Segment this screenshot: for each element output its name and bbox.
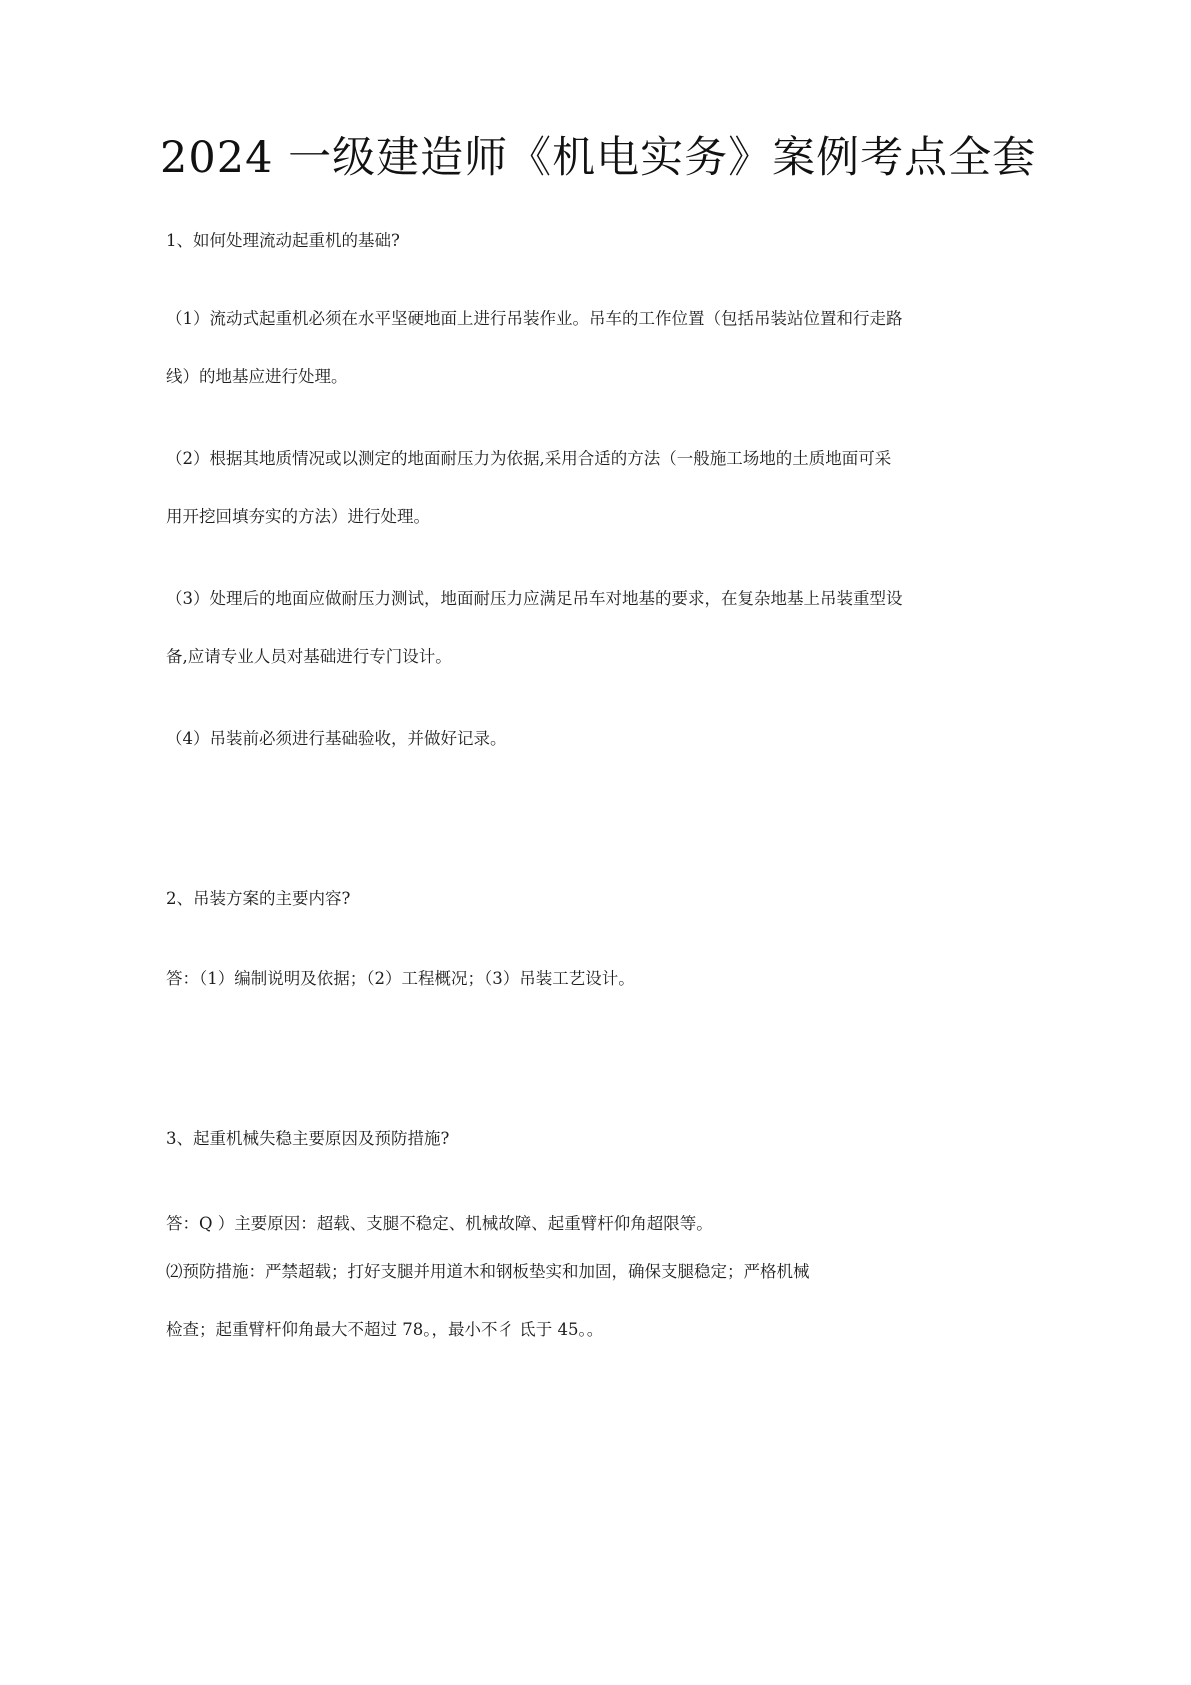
document-title: 2024 一级建造师《机电实务》案例考点全套: [160, 133, 1037, 183]
section-1-line-1: （1）流动式起重机必须在水平坚硬地面上进行吊装作业。吊车的工作位置（包括吊装站位置和行走路: [166, 309, 903, 328]
section-3-line-3: 检查；起重臂杆仰角最大不超过 78。，最小不彳 氐于 45。。: [166, 1320, 604, 1339]
section-1-line-6: 备,应请专业人员对基础进行专门设计。: [166, 647, 452, 666]
section-1-line-2: 线）的地基应进行处理。: [166, 367, 348, 386]
section-1-line-3: （2）根据其地质情况或以测定的地面耐压力为依据,采用合适的方法（一般施工场地的土质地面可采: [166, 449, 892, 468]
section-1-line-5: （3）处理后的地面应做耐压力测试，地面耐压力应满足吊车对地基的要求，在复杂地基上吊装重型设: [166, 589, 903, 608]
section-3-line-1: 答：Q ）主要原因：超载、支腿不稳定、机械故障、起重臂杆仰角超限等。: [166, 1214, 713, 1233]
section-2-line-1: 答：（1）编制说明及依据；（2）工程概况；（3）吊装工艺设计。: [166, 969, 635, 988]
section-3-line-2: ⑵预防措施：严禁超载；打好支腿并用道木和钢板垫实和加固，确保支腿稳定；严格机械: [166, 1262, 810, 1281]
section-2-question: 2、吊装方案的主要内容?: [166, 889, 351, 908]
section-1-line-4: 用开挖回填夯实的方法）进行处理。: [166, 507, 430, 526]
section-1-question: 1、如何处理流动起重机的基础?: [166, 231, 400, 250]
section-3-question: 3、起重机械失稳主要原因及预防措施?: [166, 1129, 450, 1148]
section-1-line-7: （4）吊装前必须进行基础验收，并做好记录。: [166, 729, 507, 748]
